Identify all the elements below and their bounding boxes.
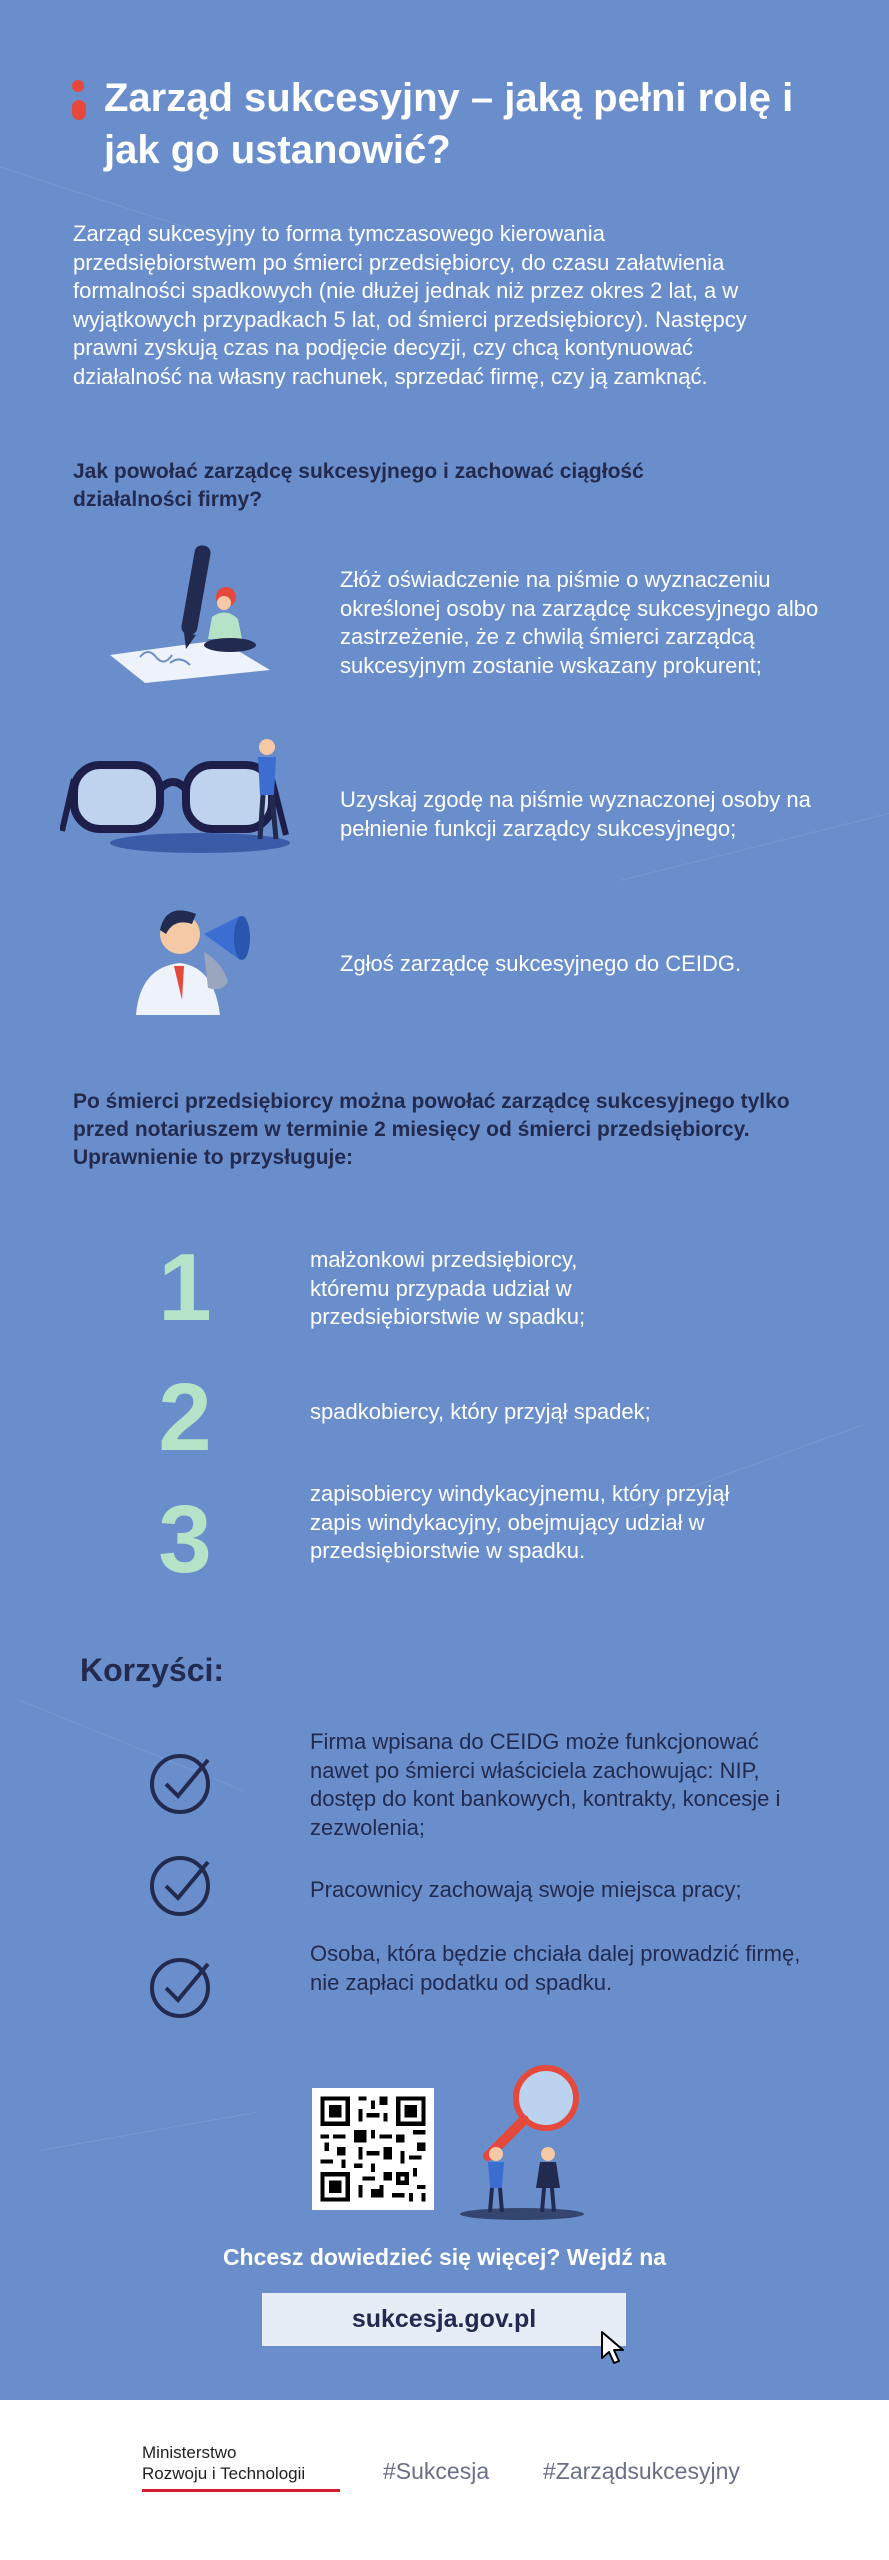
megaphone-icon <box>130 890 270 1015</box>
benefit-3-text: Osoba, która będzie chciała dalej prowadzić firmę, nie zapłaci podatku od spadku. <box>310 1941 801 1995</box>
magnifier-people-icon <box>452 2058 592 2220</box>
cta-text: Chcesz dowiedzieć się więcej? Wejdź na <box>222 2244 667 2270</box>
title-accent-icon <box>72 80 86 128</box>
hashtag-zarzadsukcesyjny: #Zarządsukcesyjny <box>543 2458 740 2484</box>
step-3-text: Zgłoś zarządcę sukcesyjnego do CEIDG. <box>340 951 742 976</box>
hashtag-sukcesja: #Sukcesja <box>383 2458 490 2484</box>
intro-paragraph: Zarząd sukcesyjny to forma tymczasowego kierowania przedsiębiorstwem po śmierci przedsiębiorcy, do czasu załatwienia formalności spadkowych (nie dłużej jednak niż przez okres 2 lat, a w wyjątkowych przypadkach 5 lat, od śmierci przedsiębiorcy). Następcy prawni zyskują czas na podjęcie decyzji, czy chcą kontynuować działalność na własny rachunek, sprzedać firmę, czy ją zamknąć. <box>73 221 747 389</box>
benefit-1-text: Firma wpisana do CEIDG może funkcjonować nawet po śmierci właściciela zachowując: NIP, dostęp do kont bankowych, kontrakty, koncesje i zezwolenia; <box>310 1729 781 1840</box>
benefits-title: Korzyści: <box>80 1652 225 1688</box>
ministry-name-line2: Rozwoju i Technologii <box>142 2464 306 2483</box>
cursor-icon <box>600 2330 626 2366</box>
step-2-text: Uzyskaj zgodę na piśmie wyznaczonej osoby na pełnienie funkcji zarządcy sukcesyjnego; <box>340 787 811 841</box>
background-streak <box>40 2112 257 2151</box>
website-link[interactable]: sukcesja.gov.pl <box>262 2293 626 2346</box>
signing-document-icon <box>100 545 280 685</box>
checkmark-icon <box>148 1850 216 1918</box>
step-1-text: Złóż oświadczenie na piśmie o wyznaczeniu określonej osoby na zarządcę sukcesyjnego albo zastrzeżenie, że z chwilą śmierci zarządcą sukcesyjnym zostanie wskazany prokurent; <box>340 567 819 678</box>
number-1: 1 <box>158 1234 212 1341</box>
ministry-logo <box>142 2442 340 2492</box>
footer <box>0 2400 889 2560</box>
how-heading: Jak powołać zarządcę sukcesyjnego i zachować ciągłość działalności firmy? <box>73 460 644 511</box>
checkmark-icon <box>148 1952 216 2020</box>
number-3: 3 <box>158 1486 212 1593</box>
entitled-1-text: małżonkowi przedsiębiorcy, któremu przypada udział w przedsiębiorstwie w spadku; <box>310 1247 586 1329</box>
glasses-icon <box>60 735 310 855</box>
entitled-2-text: spadkobiercy, który przyjął spadek; <box>310 1399 651 1424</box>
after-death-heading: Po śmierci przedsiębiorcy można powołać zarządcę sukcesyjnego tylko przed notariuszem w terminie 2 miesięcy od śmierci przedsiębiorcy. Uprawnienie to przysługuje: <box>73 1090 790 1169</box>
page-title: Zarząd sukcesyjny – jaką pełni rolę i jak go ustanowić? <box>104 76 794 172</box>
benefit-2-text: Pracownicy zachowają swoje miejsca pracy; <box>310 1877 742 1902</box>
ministry-logo-rule <box>142 2489 340 2492</box>
checkmark-icon <box>148 1748 216 1816</box>
qr-code-icon[interactable] <box>312 2088 434 2210</box>
entitled-3-text: zapisobiercy windykacyjnemu, który przyjął zapis windykacyjny, obejmujący udział w przedsiębiorstwie w spadku. <box>310 1481 730 1563</box>
ministry-name-line1: Ministerstwo <box>142 2443 237 2462</box>
number-2: 2 <box>158 1364 212 1471</box>
